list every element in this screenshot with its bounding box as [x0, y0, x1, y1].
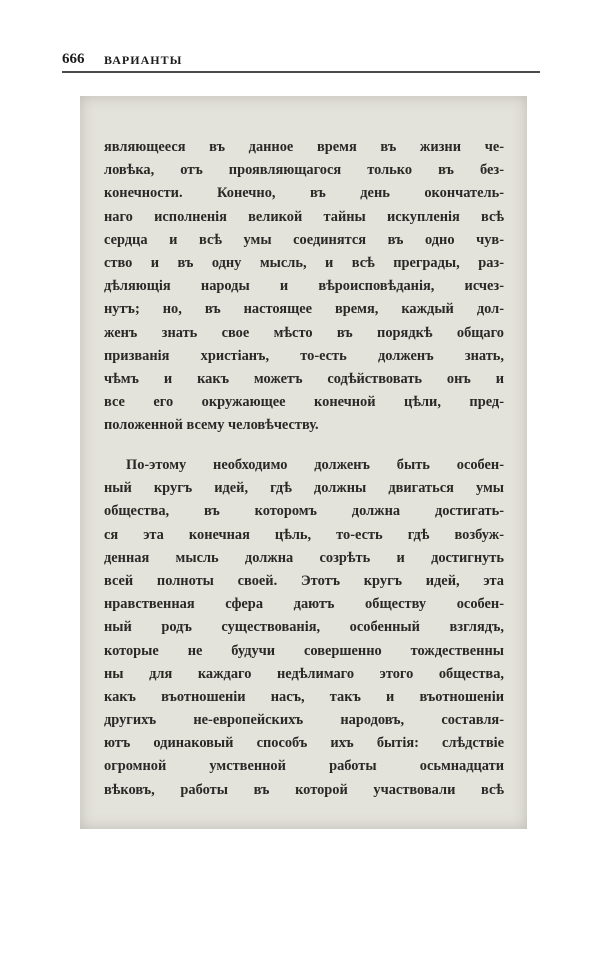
- text-line: являющееся въ данное время въ жизни че-: [104, 139, 504, 155]
- text-line: нутъ; но, въ настоящее время, каждый дол-: [104, 301, 504, 318]
- scanned-page-plate: [80, 96, 527, 829]
- text-line: денная мысль должна созрѣть и достигнуть: [104, 549, 504, 566]
- text-line: По-этому необходимо долженъ быть особен-: [126, 457, 504, 473]
- header-rule: [62, 71, 540, 73]
- text-line: другихъ не-европейскихъ народовъ, составля-: [104, 712, 504, 729]
- text-line: ся эта конечная цѣль, то-есть гдѣ возбуж-: [104, 526, 504, 543]
- text-line: дѣляющія народы и вѣроисповѣданія, исчез-: [104, 278, 504, 295]
- text-line: все его окружающее конечной цѣли, пред-: [104, 394, 504, 411]
- text-line: общества, въ которомъ должна достигать-: [104, 503, 504, 520]
- text-line: ство и въ одну мысль, и всѣ преграды, раз-: [104, 254, 504, 271]
- text-line: ловѣка, отъ проявляющагося только въ без-: [104, 162, 504, 179]
- text-line: наго исполненія великой тайны искупленія всѣ: [104, 208, 504, 225]
- text-line: ны для каждаго недѣлимаго этого общества,: [104, 665, 504, 682]
- text-line: призванія христіанъ, то-есть долженъ знать,: [104, 347, 504, 364]
- page-number: 666: [62, 51, 85, 67]
- section-title: ВАРИАНТЫ: [104, 53, 183, 67]
- text-line: ный родъ существованія, особенный взглядъ,: [104, 619, 504, 636]
- text-line: чѣмъ и какъ можетъ содѣйствовать онъ и: [104, 370, 504, 387]
- text-line: вѣковъ, работы въ которой участвовали всѣ: [104, 781, 504, 798]
- text-line: положенной всему человѣчеству.: [104, 417, 319, 434]
- text-line: конечности. Конечно, въ день окончатель-: [104, 185, 504, 202]
- text-line: ный кругъ идей, гдѣ должны двигаться умы: [104, 480, 504, 497]
- text-line: всей полноты своей. Этотъ кругъ идей, эта: [104, 572, 504, 589]
- text-line: нравственная сфера даютъ обществу особен-: [104, 596, 504, 613]
- text-line: огромной умственной работы осьмнадцати: [104, 758, 504, 775]
- text-line: сердца и всѣ умы соединятся въ одно чув-: [104, 231, 504, 248]
- text-line: женъ знать свое мѣсто въ порядкѣ общаго: [104, 324, 504, 341]
- running-head: [62, 50, 540, 72]
- paragraph-2: [104, 454, 504, 802]
- text-line: ютъ одинаковый способъ ихъ бытія: слѣдствіе: [104, 735, 504, 752]
- paragraph-1: [104, 136, 504, 437]
- text-line: какъ въотношеніи насъ, такъ и въотношеніи: [104, 688, 504, 705]
- text-line: которые не будучи совершенно тождественны: [104, 642, 504, 659]
